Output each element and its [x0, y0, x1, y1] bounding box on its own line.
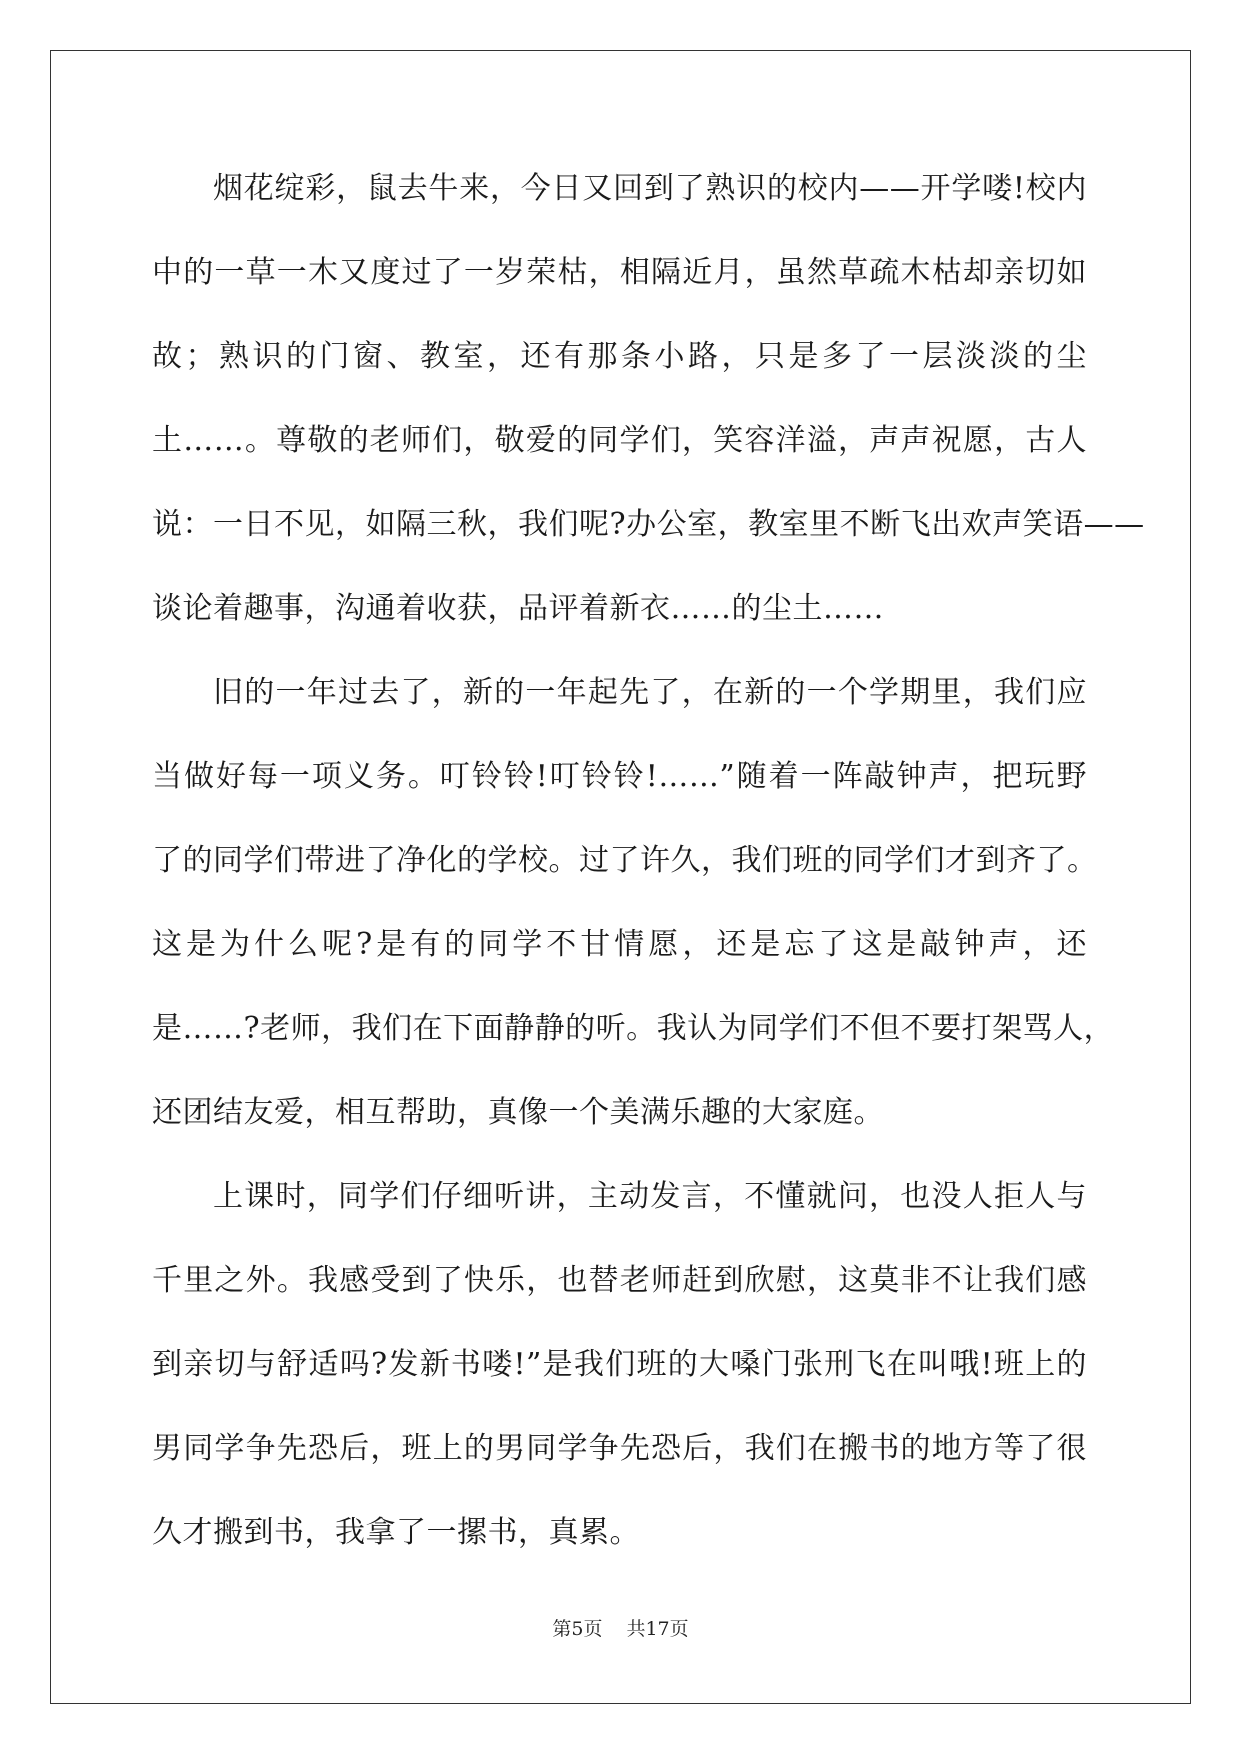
text-line: 说：一日不见，如隔三秋，我们呢?办公室，教室里不断飞出欢声笑语—— [152, 507, 1145, 542]
page-total: 共17页 [626, 1618, 689, 1640]
paragraph [152, 663, 1115, 1167]
text-line: 是……?老师，我们在下面静静的听。我认为同学们不但不要打架骂人， [152, 1011, 1115, 1046]
text-line: 烟花绽彩，鼠去牛来，今日又回到了熟识的校内——开学喽!校内 [213, 171, 1087, 206]
text-line: 了的同学们带进了净化的学校。过了许久，我们班的同学们才到齐了。 [152, 843, 1098, 878]
text-line: 久才搬到书，我拿了一摞书，真累。 [152, 1515, 640, 1550]
text-line: 这是为什么呢?是有的同学不甘情愿，还是忘了这是敲钟声，还 [152, 927, 1087, 962]
text-line: 谈论着趣事，沟通着收获，品评着新衣……的尘土…… [152, 591, 884, 626]
page-number: 第5页 [552, 1618, 603, 1640]
text-line: 男同学争先恐后，班上的男同学争先恐后，我们在搬书的地方等了很 [152, 1431, 1087, 1466]
text-line: 还团结友爱，相互帮助，真像一个美满乐趣的大家庭。 [152, 1095, 884, 1130]
text-line: 故；熟识的门窗、教室，还有那条小路，只是多了一层淡淡的尘 [152, 339, 1087, 374]
page-footer [0, 1617, 1241, 1641]
text-line: 到亲切与舒适吗?发新书喽!”是我们班的大嗓门张刑飞在叫哦!班上的 [152, 1347, 1087, 1382]
text-line: 上课时，同学们仔细听讲，主动发言，不懂就问，也没人拒人与 [213, 1179, 1087, 1214]
document-body [152, 159, 1145, 1587]
paragraph [152, 159, 1145, 663]
text-line: 旧的一年过去了，新的一年起先了，在新的一个学期里，我们应 [213, 675, 1087, 710]
text-line: 当做好每一项义务。叮铃铃!叮铃铃!……”随着一阵敲钟声，把玩野 [152, 759, 1087, 794]
text-line: 土……。尊敬的老师们，敬爱的同学们，笑容洋溢，声声祝愿，古人 [152, 423, 1087, 458]
text-line: 千里之外。我感受到了快乐，也替老师赶到欣慰，这莫非不让我们感 [152, 1263, 1087, 1298]
paragraph [152, 1167, 1087, 1587]
text-line: 中的一草一木又度过了一岁荣枯，相隔近月，虽然草疏木枯却亲切如 [152, 255, 1087, 290]
